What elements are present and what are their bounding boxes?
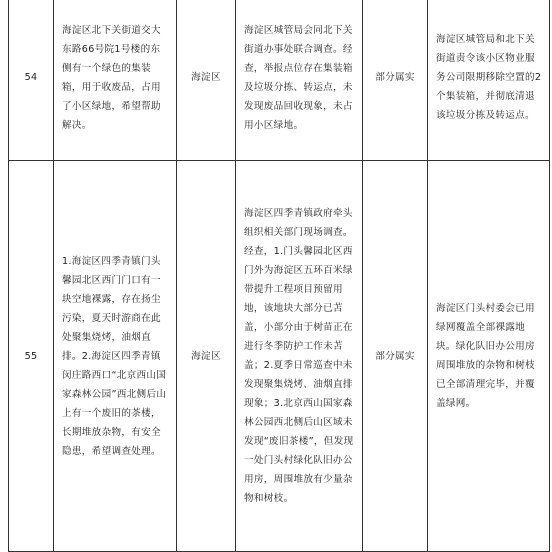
handling-measures: 海淀区门头村委会已用绿网覆盖全部裸露地块。绿化队旧办公用房周围堆放的杂物和树枝已全部清理完毕，并覆盖绿网。: [428, 161, 550, 552]
row-number: 55: [9, 161, 54, 552]
investigation-result: 海淀区四季青镇政府牵头组织相关部门现场调查。经查，1.门头馨园北区西门外为海淀区五环百米绿带提升工程项目预留用地，该地块大部分已苫盖，小部分由于树苗正在进行冬季防护工作未苫盖；2.夏季日常巡查中未发现聚集烧烤、油烟直排现象；3.北京西山国家森林公园西北侧后山区域未发现“废旧茶楼”，但发现一处门头村绿化队旧办公用房，周围堆放有少量杂物和树枝。: [236, 161, 363, 552]
row-number: 54: [9, 0, 54, 161]
petition-table: [8, 0, 550, 552]
district-cell: 海淀区: [177, 161, 236, 552]
verification-status: 部分属实: [363, 161, 428, 552]
complaint-content: 1.海淀区四季青镇门头馨园北区西门门口有一块空地裸露，存在扬尘污染，夏天时游商在此处聚集烧烤，油烟直排。2.海淀区四季青镇闵庄路西口“北京西山国家森林公园”西北侧后山上有一个废旧的茶楼，长期堆放杂物，有安全隐患，希望调查处理。: [54, 161, 177, 552]
complaint-content: 海淀区北下关街道交大东路66号院1号楼的东侧有一个绿色的集装箱，用于收废品，占用了小区绿地，希望帮助解决。: [54, 0, 177, 161]
handling-measures: 海淀区城管局和北下关街道责令该小区物业服务公司限期移除空置的2个集装箱，并彻底清退该垃圾分拣及转运点。: [428, 0, 550, 161]
table-row: [9, 0, 550, 161]
district-cell: 海淀区: [177, 0, 236, 161]
investigation-result: 海淀区城管局会同北下关街道办事处联合调查。经查，举报点位存在集装箱及垃圾分拣、转运点，未发现废品回收现象，未占用小区绿地。: [236, 0, 363, 161]
table-row: [9, 161, 550, 552]
verification-status: 部分属实: [363, 0, 428, 161]
